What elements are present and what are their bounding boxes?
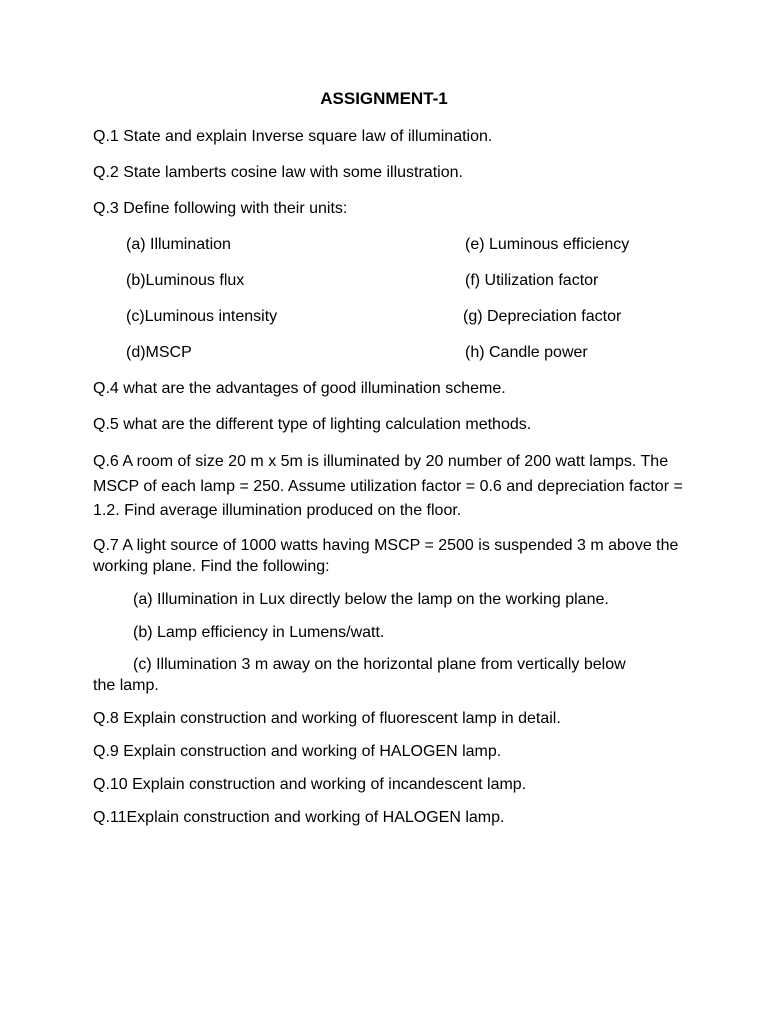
- question-6: Q.6 A room of size 20 m x 5m is illuminated by 20 number of 200 watt lamps. The MSCP of each lamp = 250. Assume utilization factor = 0.6 and depreciation factor = 1.2. Find average illumination produced on the floor.: [93, 453, 683, 519]
- question-10: Q.10 Explain construction and working of incandescent lamp.: [93, 776, 527, 793]
- q3-option-b: (b)Luminous flux: [126, 272, 245, 289]
- question-4: Q.4 what are the advantages of good illumination scheme.: [93, 380, 506, 397]
- question-3: Q.3 Define following with their units:: [93, 200, 348, 217]
- question-9: Q.9 Explain construction and working of HALOGEN lamp.: [93, 743, 502, 760]
- question-8: Q.8 Explain construction and working of fluorescent lamp in detail.: [93, 710, 561, 727]
- q7-part-c: (c) Illumination 3 m away on the horizontal plane from vertically below: [133, 656, 626, 673]
- q3-option-a: (a) Illumination: [126, 236, 231, 253]
- q3-option-h: (h) Candle power: [465, 344, 588, 361]
- q7-part-c-continued: the lamp.: [93, 677, 159, 694]
- q3-option-c: (c)Luminous intensity: [126, 308, 278, 325]
- q3-option-e: (e) Luminous efficiency: [465, 236, 630, 253]
- question-11: Q.11Explain construction and working of HALOGEN lamp.: [93, 809, 505, 826]
- q3-option-g: (g) Depreciation factor: [463, 308, 622, 325]
- question-1: Q.1 State and explain Inverse square law of illumination.: [93, 128, 493, 145]
- q3-option-d: (d)MSCP: [126, 344, 192, 361]
- page-title: ASSIGNMENT-1: [320, 89, 448, 108]
- q7-part-b: (b) Lamp efficiency in Lumens/watt.: [133, 624, 385, 641]
- q7-part-a: (a) Illumination in Lux directly below the lamp on the working plane.: [133, 591, 609, 608]
- question-5: Q.5 what are the different type of lighting calculation methods.: [93, 416, 532, 433]
- question-2: Q.2 State lamberts cosine law with some illustration.: [93, 164, 463, 181]
- question-7: Q.7 A light source of 1000 watts having MSCP = 2500 is suspended 3 m above the working plane. Find the following:: [93, 537, 679, 575]
- q3-option-f: (f) Utilization factor: [465, 272, 599, 289]
